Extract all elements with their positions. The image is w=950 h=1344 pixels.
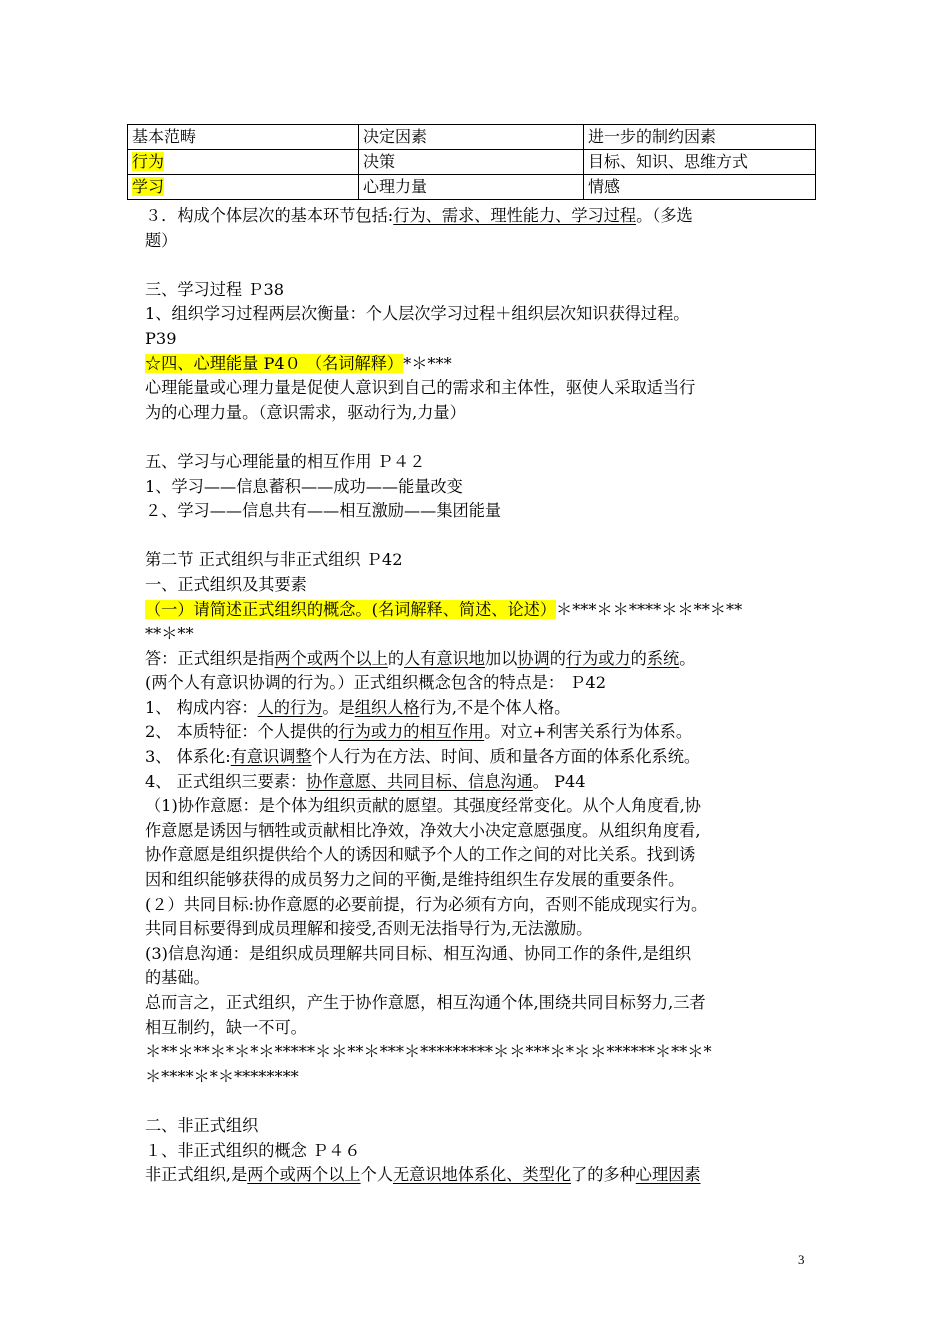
text-line [145,745,817,770]
text-run: *＊*** [403,353,452,373]
table-cell: 心理力量 [359,175,584,200]
blank-line [145,524,817,549]
table-cell: 情感 [584,175,816,200]
section-heading: 五、学习与心理能量的相互作用 Ｐ４２ [145,451,426,471]
underlined-text: 行为、需求、理性能力、学习过程 [393,206,637,225]
underlined-text: 两个或两个以上 [247,1165,361,1185]
table-cell [128,175,359,200]
page-number: 3 [798,1252,805,1267]
category-table [127,124,816,200]
text-line: 相互制约，缺一不可。 [145,1017,307,1037]
text-line: ２、学习——信息共有——相互激励——集团能量 [145,501,502,521]
text-line [145,770,817,795]
table-cell: 基本范畴 [128,125,359,150]
text-line: （1)协作意愿：是个体为组织贡献的愿望。其强度经常变化。从个人角度看,协 [145,796,701,816]
underlined-text: 无意识地体系化、类型化 [392,1165,572,1185]
text-run: 。是 [322,697,355,717]
underlined-text: 行为或力的相互作用 [338,722,485,742]
text-line: 1、组织学习过程两层次衡量：个人层次学习过程＋组织层次知识获得过程。 [145,304,690,324]
question-line [145,598,817,623]
section-heading: 第二节 正式组织与非正式组织 Ｐ42 [145,550,403,570]
table-cell: 决定因素 [359,125,584,150]
text-line: 的基础。 [145,968,210,988]
text-line: 协作意愿是组织提供给个人的诱因和赋予个人的工作之间的对比关系。找到诱 [145,845,696,865]
blank-line [145,253,817,278]
text-run: 了的多种 [571,1165,636,1185]
highlighted-text: 学习 [132,177,165,196]
section-heading: 三、学习过程 Ｐ38 [145,279,285,299]
text-line: 共同目标要得到成员理解和接受,否则无法指导行为,无法激励。 [145,919,593,939]
star-separator: ＊**＊**＊*＊*＊*****＊＊**＊***＊*********＊＊***＊*＊＊******＊**＊* [145,1042,712,1062]
text-run: ＊***＊＊****＊＊**＊** [556,599,743,619]
text-line [145,204,817,229]
underlined-text: 组织人格 [354,697,420,717]
text-run: 4、 正式组织三要素： [145,771,307,791]
table-cell: 目标、知识、思维方式 [584,150,816,175]
text-line: 题） [145,230,178,250]
underlined-text: 协作意愿、共同目标、信息沟通 [306,771,533,791]
section-heading: 二、非正式组织 [145,1115,259,1135]
text-run: 行为,不是个体人格。 [419,697,571,717]
underlined-text: 人的行为 [257,697,323,717]
table-header-row [128,125,816,150]
text-line [145,720,817,745]
underlined-text: 行为或力 [565,648,631,668]
text-line: 作意愿是诱因与牺牲或贡献相比净效，净效大小决定意愿强度。从组织角度看, [145,820,701,840]
text-line: **＊** [145,624,194,644]
section-heading: 一、正式组织及其要素 [145,574,307,594]
section-heading: １、非正式组织的概念 Ｐ４６ [145,1140,361,1160]
text-run: 加以 [484,648,518,668]
section-heading [145,352,817,377]
text-run: 答：正式组织是指 [145,648,275,668]
text-line: (两个人有意识协调的行为。）正式组织概念包含的特点是： Ｐ42 [145,673,607,693]
text-line: (3)信息沟通：是组织成员理解共同目标、相互沟通、协同工作的条件,是组织 [145,943,692,963]
text-run: 2、 本质特征：个人提供的 [145,722,339,742]
text-line [145,1163,817,1188]
text-run: 个人行为在方法、时间、质和量各方面的体系化系统。 [311,747,701,767]
text-line [145,696,817,721]
text-run: 非正式组织,是 [145,1165,248,1185]
table-cell [128,150,359,175]
text-line: P39 [145,328,177,348]
text-run: 个人 [360,1165,393,1185]
text-run: 1、 构成内容： [145,697,258,717]
text-line: 总而言之，正式组织，产生于协作意愿，相互沟通个体,围绕共同目标努力,三者 [145,993,706,1012]
text-line: 为的心理力量。（意识需求，驱动行为,力量） [145,402,466,422]
text-run: 。 [679,648,696,668]
text-line: 因和组织能够获得的成员努力之间的平衡,是维持组织生存发展的重要条件。 [145,870,685,890]
underlined-text: 有意识调整 [230,747,312,767]
text-line [145,647,817,672]
underlined-text: 系统 [646,648,680,668]
document-body [145,204,817,1188]
text-run: 3、 体系化: [145,747,231,767]
star-separator: ＊****＊*＊******** [145,1066,299,1086]
table-cell: 决策 [359,150,584,175]
blank-line [145,425,817,450]
text-run: 的 [549,648,566,668]
text-run: 。 P44 [532,771,586,791]
highlighted-text: ☆四、心理能量 P4０ （名词解释） [145,353,404,373]
underlined-text: 人有意识地 [404,648,485,668]
text-run: ３．构成个体层次的基本环节包括: [145,206,394,225]
underlined-text: 两个或两个以上 [274,648,388,668]
highlighted-text: 行为 [132,152,165,171]
text-run: 的 [387,648,404,668]
text-line: (２）共同目标:协作意愿的必要前提，行为必须有方向，否则不能成现实行为。 [145,894,708,914]
underlined-text: 心理因素 [635,1165,701,1185]
table-row [128,175,816,200]
table-cell: 进一步的制约因素 [584,125,816,150]
text-line: 心理能量或心理力量是促使人意识到自己的需求和主体性，驱使人采取适当行 [145,378,696,398]
text-run: 。对立+利害关系行为体系。 [484,722,693,742]
blank-line [145,1089,817,1114]
underlined-text: 协调 [517,648,550,668]
text-run: 。（多选 [636,206,693,225]
text-line: 1、学习——信息蓄积——成功——能量改变 [145,476,463,496]
table-row [128,150,816,175]
highlighted-text: （一）请简述正式组织的概念。(名词解释、简述、论述） [145,599,557,619]
text-run: 的 [630,648,647,668]
